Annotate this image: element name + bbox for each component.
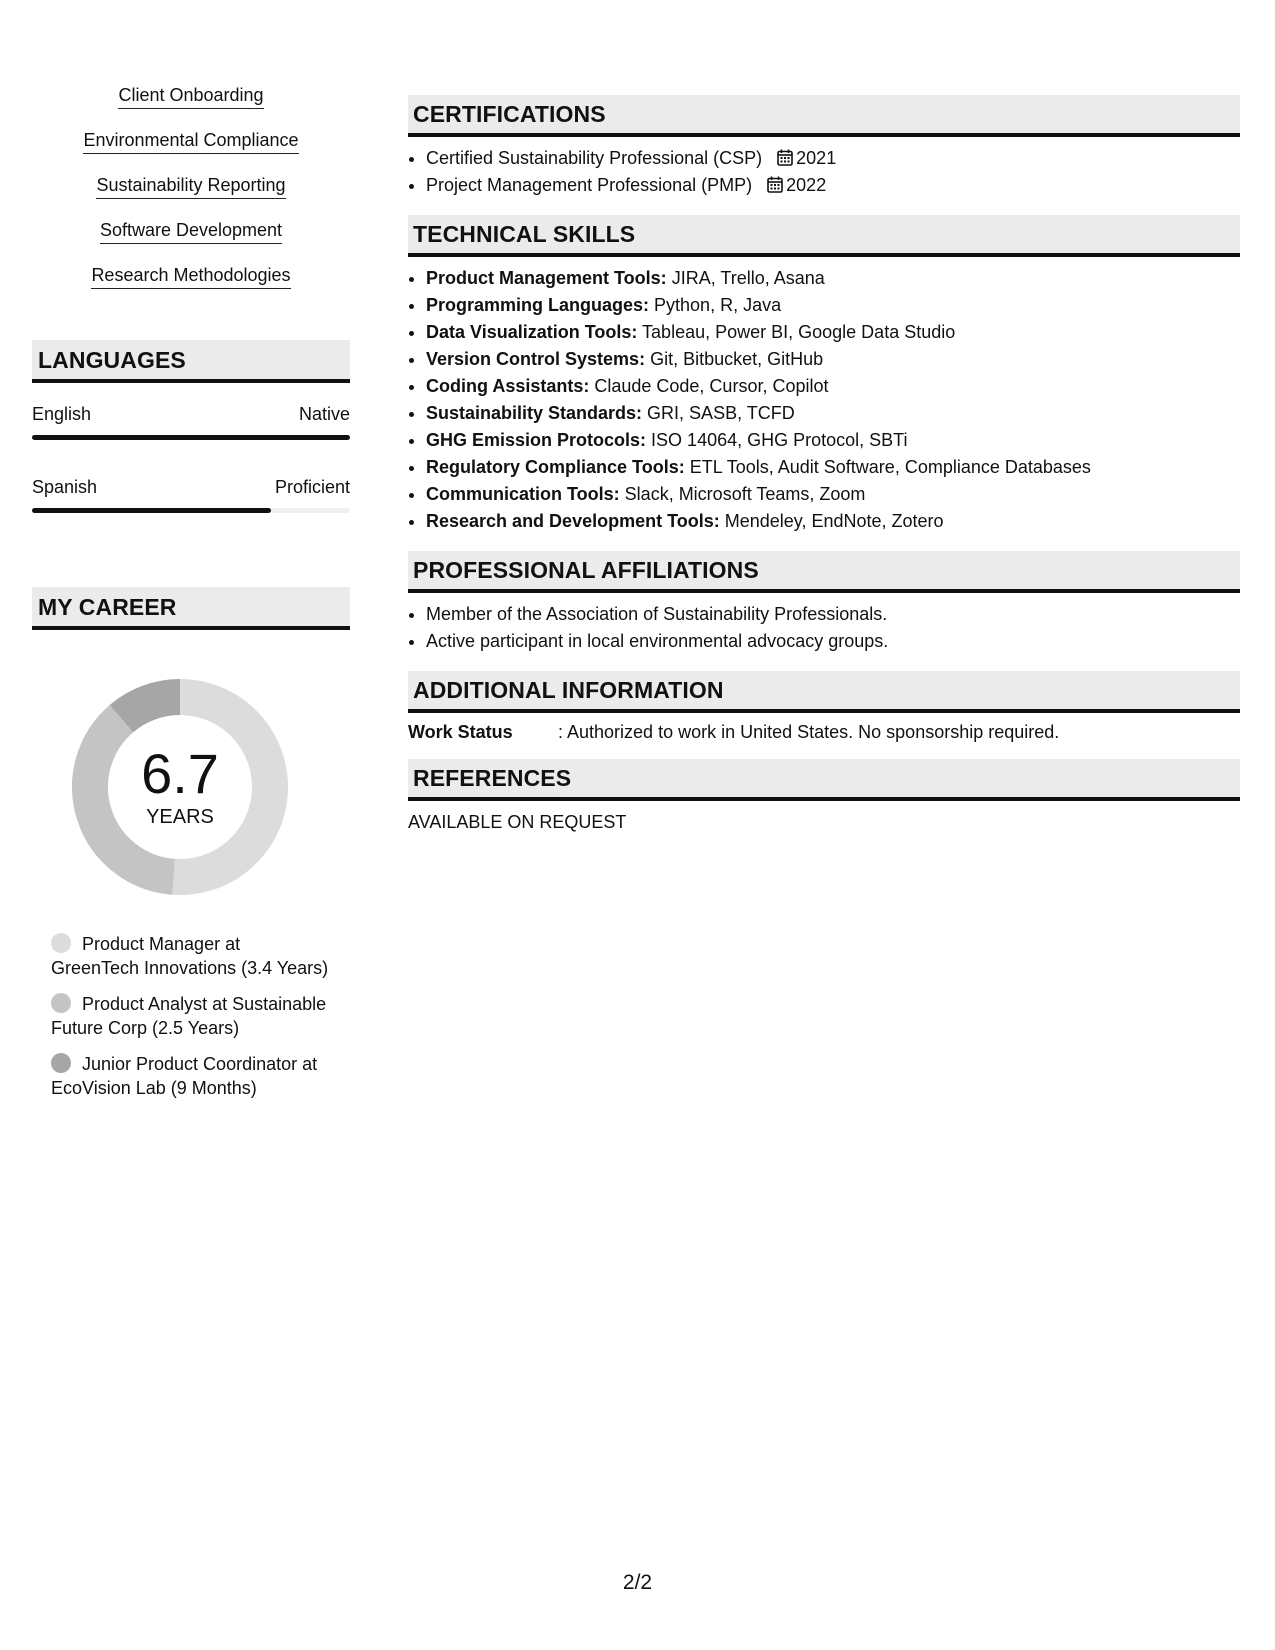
certification-item (426, 145, 1240, 172)
skill-values: Tableau, Power BI, Google Data Studio (637, 322, 956, 342)
technical-skill-item (426, 346, 1240, 373)
certifications-list (408, 145, 1240, 199)
skill-category: Communication Tools: (426, 484, 620, 504)
career-heading: MY CAREER (32, 587, 350, 630)
technical-skills-list (408, 265, 1240, 535)
language-proficiency-fill (32, 435, 350, 440)
right-column (408, 95, 1240, 833)
technical-skill-item (426, 265, 1240, 292)
legend-label: Product Analyst at Sustainable Future Corp (2.5 Years) (51, 994, 327, 1038)
calendar-icon (767, 176, 783, 193)
skill-category: Sustainability Standards: (426, 403, 643, 423)
certification-name: Certified Sustainability Professional (CSP) (426, 148, 763, 168)
affiliations-list (408, 601, 1240, 655)
additional-info-heading: ADDITIONAL INFORMATION (408, 671, 1240, 713)
certification-item (426, 172, 1240, 199)
skill-tag: Software Development (100, 219, 282, 244)
skill-values: Slack, Microsoft Teams, Zoom (619, 484, 866, 504)
work-status-label: Work Status (408, 722, 513, 742)
technical-skill-item (426, 454, 1240, 481)
skill-category: Regulatory Compliance Tools: (426, 457, 685, 477)
technical-skill-item (426, 508, 1240, 535)
language-row (32, 476, 350, 498)
skill-values: JIRA, Trello, Asana (666, 268, 825, 288)
language-name: English (32, 404, 92, 424)
skill-values: GRI, SASB, TCFD (642, 403, 795, 423)
career-legend-item (51, 1052, 331, 1100)
certification-year: 2022 (786, 175, 827, 195)
certification-name: Project Management Professional (PMP) (426, 175, 753, 195)
skill-values: Git, Bitbucket, GitHub (645, 349, 824, 369)
references-heading: REFERENCES (408, 759, 1240, 801)
certifications-heading: CERTIFICATIONS (408, 95, 1240, 137)
skill-category: GHG Emission Protocols: (426, 430, 647, 450)
calendar-icon (777, 149, 793, 166)
skill-values: Mendeley, EndNote, Zotero (719, 511, 944, 531)
page-number: 2/2 (622, 1571, 653, 1594)
skill-tag: Research Methodologies (91, 264, 290, 289)
skill-category: Version Control Systems: (426, 349, 646, 369)
technical-skill-item (426, 427, 1240, 454)
language-name: Spanish (32, 477, 98, 497)
left-column (32, 84, 350, 1112)
career-legend-item (51, 932, 331, 980)
technical-skill-item (426, 400, 1240, 427)
languages-heading: LANGUAGES (32, 340, 350, 383)
skill-category: Data Visualization Tools: (426, 322, 638, 342)
technical-skills-heading: TECHNICAL SKILLS (408, 215, 1240, 257)
skill-tags (32, 84, 350, 309)
skill-values: Python, R, Java (649, 295, 782, 315)
certification-year: 2021 (796, 148, 837, 168)
skill-category: Coding Assistants: (426, 376, 590, 396)
work-status-row (408, 721, 1240, 743)
career-legend-item (51, 992, 331, 1040)
references-text: AVAILABLE ON REQUEST (408, 812, 627, 832)
skill-tag: Client Onboarding (118, 84, 263, 109)
skill-values: ETL Tools, Audit Software, Compliance Databases (684, 457, 1091, 477)
skill-values: Claude Code, Cursor, Copilot (589, 376, 829, 396)
skill-category: Product Management Tools: (426, 268, 667, 288)
affiliations-heading: PROFESSIONAL AFFILIATIONS (408, 551, 1240, 593)
skill-values: ISO 14064, GHG Protocol, SBTi (646, 430, 908, 450)
technical-skill-item (426, 481, 1240, 508)
work-status-value: : Authorized to work in United States. No sponsorship required. (558, 722, 1060, 742)
language-proficiency-fill (32, 508, 271, 513)
career-donut-chart (65, 672, 295, 902)
affiliation-item: • Active participant in local environmental advocacy groups. (426, 628, 1240, 655)
technical-skill-item (426, 319, 1240, 346)
language-row (32, 403, 350, 425)
skill-category: Research and Development Tools: (426, 511, 720, 531)
career-legend (32, 932, 331, 1100)
skill-category: Programming Languages: (426, 295, 650, 315)
legend-dot (51, 1053, 71, 1073)
language-proficiency-bar (32, 435, 350, 440)
legend-label: Product Manager at GreenTech Innovations (3.4 Years) (51, 934, 329, 978)
legend-dot (51, 933, 71, 953)
language-proficiency-bar (32, 508, 350, 513)
career-total-unit: YEARS (146, 806, 214, 828)
skill-tag: Sustainability Reporting (96, 174, 285, 199)
legend-label: Junior Product Coordinator at EcoVision Lab (9 Months) (51, 1054, 318, 1098)
legend-dot (51, 993, 71, 1013)
language-level: Native (298, 404, 350, 424)
language-level: Proficient (274, 477, 350, 497)
technical-skill-item (426, 373, 1240, 400)
skill-tag: Environmental Compliance (83, 129, 298, 154)
technical-skill-item (426, 292, 1240, 319)
career-total-years: 6.7 (141, 742, 219, 805)
affiliation-item: • Member of the Association of Sustainability Professionals. (426, 601, 1240, 628)
